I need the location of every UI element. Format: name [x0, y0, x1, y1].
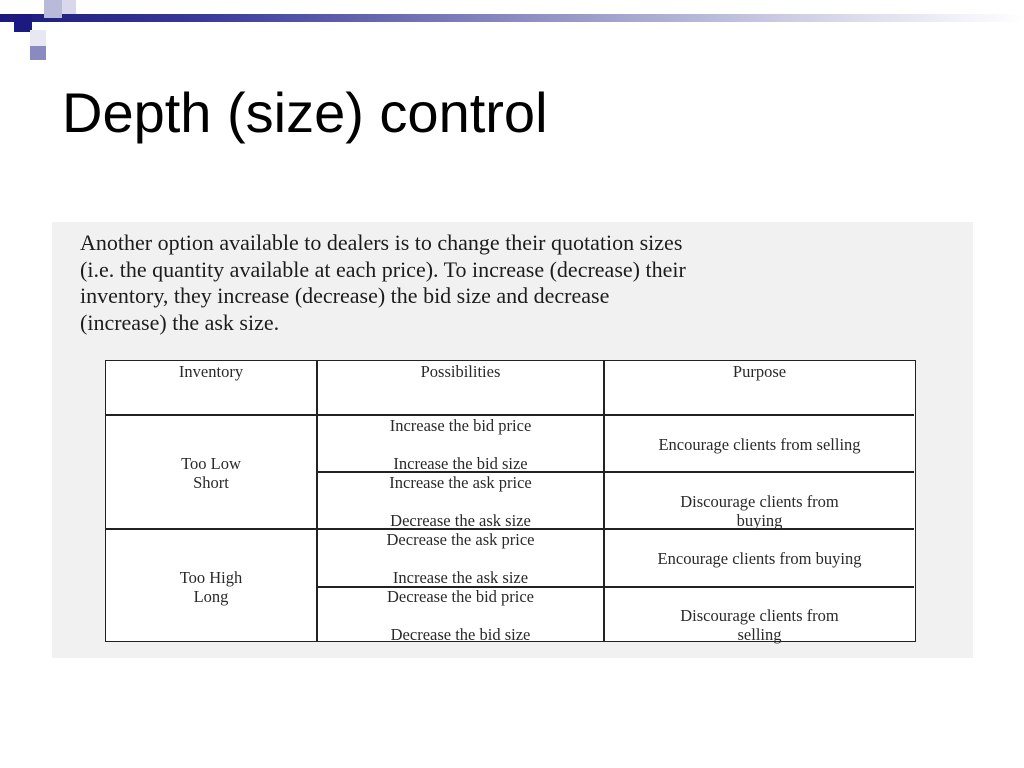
strategy-table [105, 360, 916, 642]
figure-paragraph: Another option available to dealers is to change their quotation sizes (i.e. the quantity available at each price). To increase (decrease) their inventory, they increase (decrease) the bid size and decrease (increase) the ask size. [80, 230, 686, 335]
inventory-label: Long [193, 587, 229, 606]
possibility-text: Decrease the bid price [386, 587, 535, 606]
purpose-text: Encourage clients from selling [658, 435, 861, 454]
column-header-purpose: Purpose [732, 362, 787, 381]
possibility-text: Increase the bid price [389, 416, 532, 435]
decorative-square [30, 30, 46, 46]
purpose-text: selling [737, 625, 782, 644]
column-header-possibilities: Possibilities [420, 362, 501, 381]
decorative-square [62, 0, 76, 14]
decorative-square [44, 0, 62, 18]
possibility-text: Decrease the bid size [390, 625, 531, 644]
purpose-text: buying [736, 511, 783, 530]
slide-title: Depth (size) control [62, 81, 548, 144]
scanned-figure [52, 222, 973, 658]
header-gradient-bar [0, 14, 1024, 22]
decorative-square [30, 46, 46, 60]
purpose-text: Discourage clients from [680, 606, 839, 625]
possibility-text: Increase the ask price [389, 473, 532, 492]
possibility-text: Increase the bid size [393, 454, 528, 473]
inventory-label: Short [193, 473, 229, 492]
inventory-label: Too Low [181, 454, 241, 473]
column-header-inventory: Inventory [178, 362, 244, 381]
inventory-label: Too High [179, 568, 243, 587]
purpose-text: Discourage clients from [680, 492, 839, 511]
possibility-text: Decrease the ask price [386, 530, 535, 549]
purpose-text: Encourage clients from buying [657, 549, 862, 568]
possibility-text: Decrease the ask size [390, 511, 531, 530]
possibility-text: Increase the ask size [392, 568, 529, 587]
